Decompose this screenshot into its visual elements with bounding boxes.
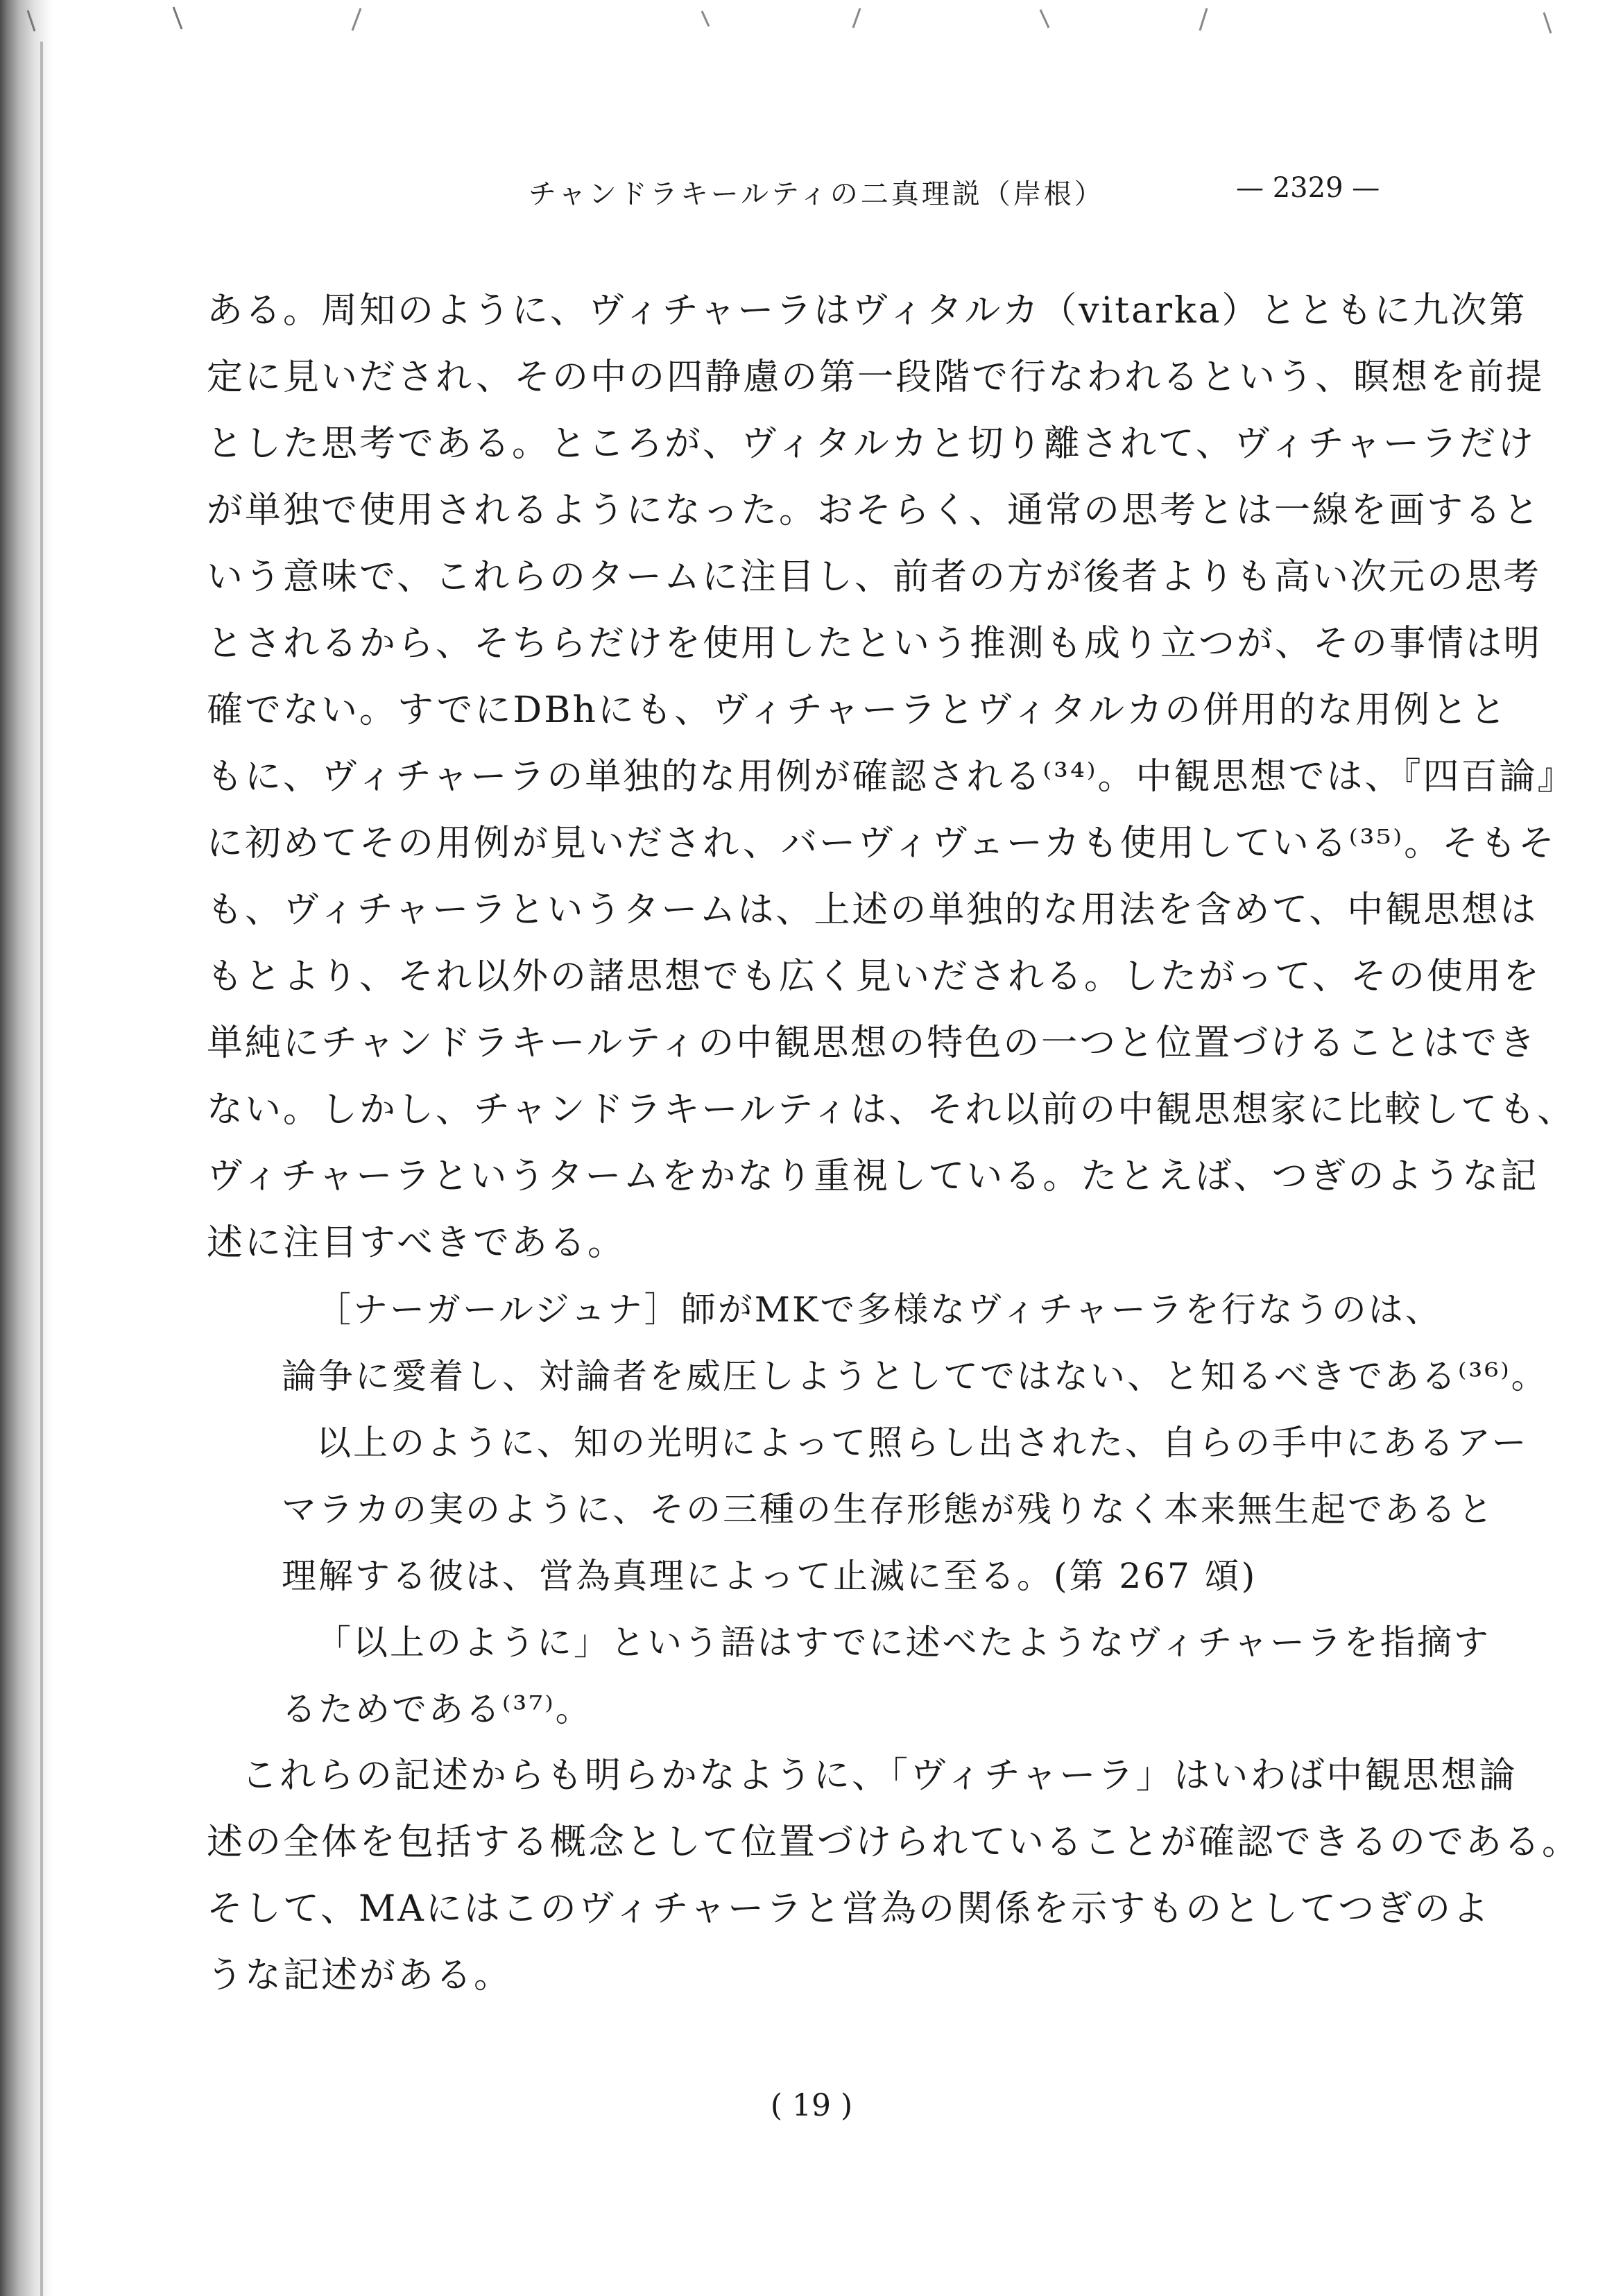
text-line: ヴィチャーラというタームをかなり重視している。たとえば、つぎのような記 [207, 1156, 1539, 1197]
binding-shadow [0, 0, 52, 2296]
block-quote-2 [282, 1410, 1529, 1609]
text-line: 単純にチャンドラキールティの中観思想の特色の一つと位置づけることはでき [207, 1022, 1538, 1064]
text-line: が単独で使用されるようになった。おそらく、通常の思考とは一線を画すると [207, 490, 1541, 531]
text-line: に初めてその用例が見いだされ、バーヴィヴェーカも使用している⁽³⁵⁾。そもそ [207, 823, 1557, 864]
journal-page-number: — 2329 — [1236, 172, 1380, 204]
text-line: とした思考である。ところが、ヴィタルカと切り離されて、ヴィチャーラだけ [207, 423, 1536, 465]
text-line: そして、MAにはこのヴィチャーラと営為の関係を示すものとしてつぎのよ [207, 1888, 1491, 1930]
block-quote-1 [282, 1276, 1548, 1410]
block-quote-3 [282, 1609, 1491, 1742]
quote-line: ［ナーガールジュナ］師がMKで多様なヴィチャーラを行なうのは、 [316, 1290, 1442, 1330]
quote-line: るためである⁽³⁷⁾。 [282, 1689, 592, 1729]
paragraph-2 [207, 1742, 1581, 2009]
text-line: 確でない。すでにDBhにも、ヴィチャーラとヴィタルカの併用的な用例とと [207, 689, 1509, 731]
quote-line: 以上のように、知の光明によって照らし出された、自らの手中にあるアー [316, 1423, 1529, 1463]
running-title: チャンドラキールティの二真理説（岸根） [529, 178, 1105, 210]
text-line: もに、ヴィチャーラの単独的な用例が確認される⁽³⁴⁾。中観思想では、『四百論』 [207, 756, 1576, 798]
text-line: いう意味で、これらのタームに注目し、前者の方が後者よりも高い次元の思考 [207, 556, 1541, 598]
text-line: 定に見いだされ、その中の四静慮の第一段階で行なわれるという、瞑想を前提 [207, 357, 1545, 398]
quote-line: 論争に愛着し、対論者を威圧しようとしてではない、と知るべきである⁽³⁶⁾。 [282, 1356, 1548, 1396]
binding-line [40, 42, 43, 2296]
text-line: もとより、それ以外の諸思想でも広く見いだされる。したがって、その使用を [207, 956, 1541, 997]
page-folio: ( 19 ) [770, 2088, 853, 2123]
body-text [207, 277, 1581, 2009]
quote-line: 「以上のように」という語はすでに述べたようなヴィチャーラを指摘す [316, 1622, 1491, 1663]
quote-line: 理解する彼は、営為真理によって止滅に至る。(第 267 頌) [282, 1556, 1257, 1596]
paragraph-1 [207, 277, 1576, 1276]
text-line: 述に注目すべきである。 [207, 1222, 626, 1264]
text-line: も、ヴィチャーラというタームは、上述の単独的な用法を含めて、中観思想は [207, 889, 1538, 931]
text-line: ない。しかし、チャンドラキールティは、それ以前の中観思想家に比較しても、 [207, 1089, 1576, 1131]
text-line: これらの記述からも明らかなように、「ヴィチャーラ」はいわば中観思想論 [241, 1755, 1518, 1797]
running-head [0, 172, 1623, 214]
text-line: ある。周知のように、ヴィチャーラはヴィタルカ（vitarka）とともに九次第 [207, 290, 1527, 332]
text-line: とされるから、そちらだけを使用したという推測も成り立つが、その事情は明 [207, 623, 1543, 665]
text-line: うな記述がある。 [207, 1955, 513, 1996]
quote-line: マラカの実のように、その三種の生存形態が残りなく本来無生起であると [282, 1489, 1495, 1530]
text-line: 述の全体を包括する概念として位置づけられていることが確認できるのである。 [207, 1822, 1581, 1863]
scan-marks [0, 0, 1623, 49]
